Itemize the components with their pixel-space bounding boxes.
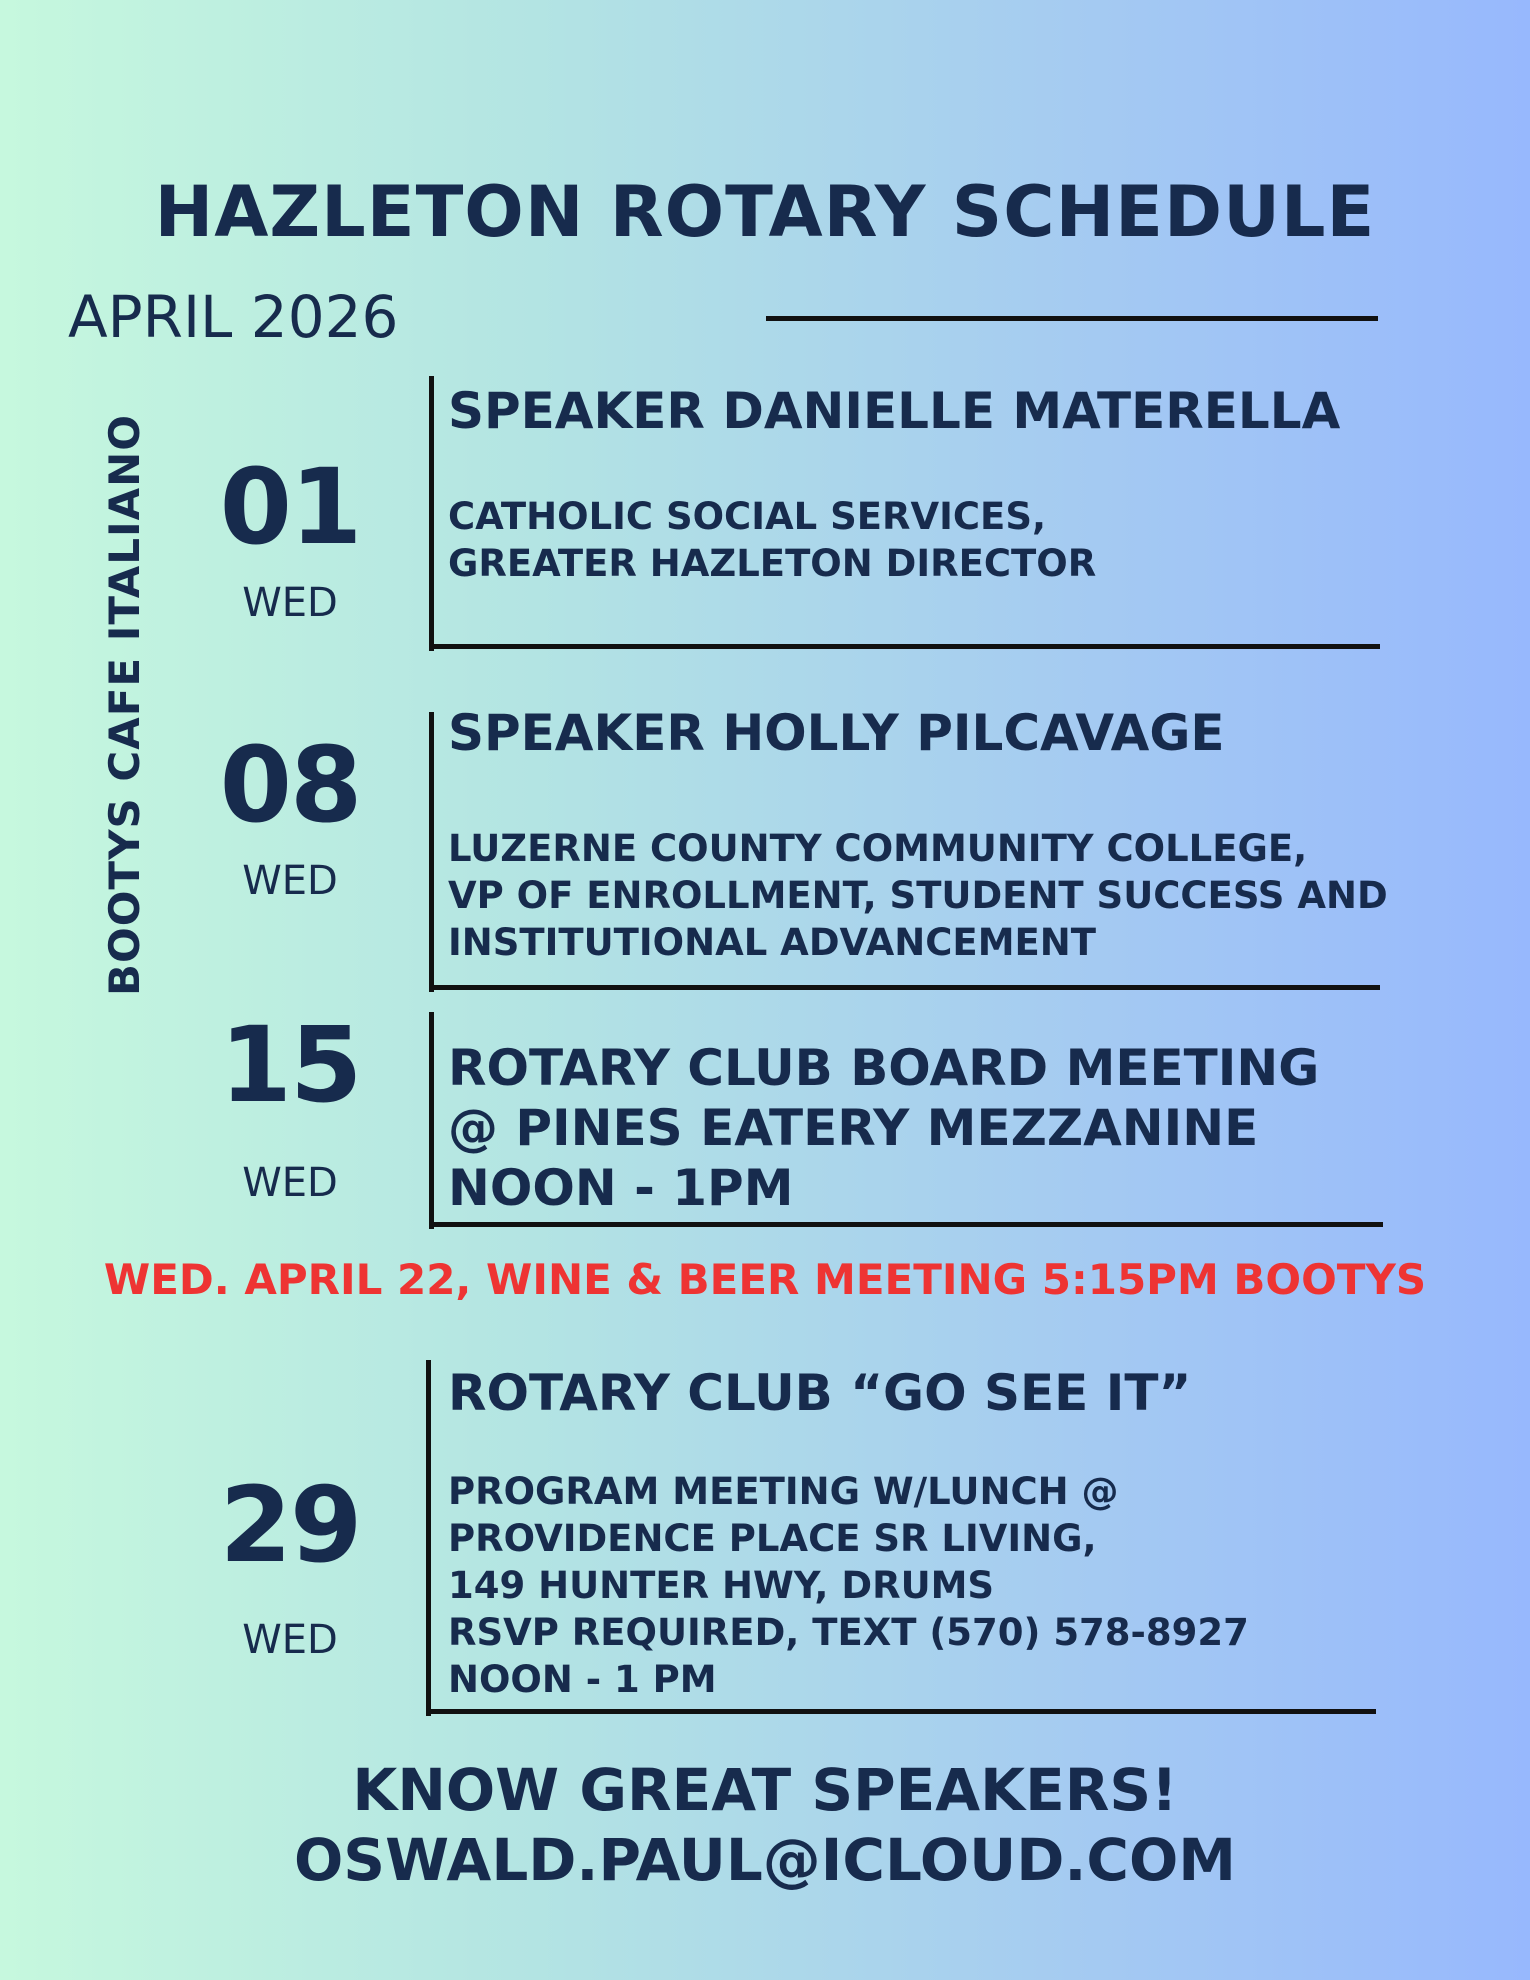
header-divider bbox=[766, 316, 1378, 321]
event-day-number: 15 bbox=[219, 1004, 361, 1126]
event-bracket-horizontal bbox=[429, 644, 1380, 649]
event-bracket-vertical bbox=[429, 1012, 434, 1229]
event-title: ROTARY CLUB BOARD MEETING bbox=[448, 1039, 1320, 1097]
event-bracket-horizontal bbox=[426, 1709, 1376, 1714]
event-title: ROTARY CLUB “GO SEE IT” bbox=[448, 1364, 1192, 1422]
event-details bbox=[448, 493, 1096, 587]
event-detail-line: 149 HUNTER HWY, DRUMS bbox=[448, 1564, 995, 1607]
event-details bbox=[448, 825, 1388, 966]
event-detail-line: RSVP REQUIRED, TEXT (570) 578-8927 bbox=[448, 1611, 1249, 1654]
event-detail-line: PROGRAM MEETING W/LUNCH @ bbox=[448, 1470, 1119, 1513]
event-weekday: WED bbox=[242, 1617, 338, 1663]
month-label: APRIL 2026 bbox=[68, 283, 399, 351]
contact-email: OSWALD.PAUL@ICLOUD.COM bbox=[293, 1826, 1237, 1894]
event-detail-line: CATHOLIC SOCIAL SERVICES, bbox=[448, 495, 1047, 538]
wine-beer-notice: WED. APRIL 22, WINE & BEER MEETING 5:15PM BOOTYS bbox=[103, 1255, 1427, 1304]
event-bracket-vertical bbox=[426, 1360, 431, 1716]
event-detail-line: NOON - 1 PM bbox=[448, 1658, 717, 1701]
event-detail-line: GREATER HAZLETON DIRECTOR bbox=[448, 542, 1097, 585]
event-location: @ PINES EATERY MEZZANINE bbox=[448, 1099, 1259, 1157]
event-bracket-horizontal bbox=[429, 985, 1380, 990]
event-detail-line: PROVIDENCE PLACE SR LIVING, bbox=[448, 1517, 1097, 1560]
event-bracket-horizontal bbox=[429, 1222, 1383, 1227]
page-title: HAZLETON ROTARY SCHEDULE bbox=[154, 171, 1376, 253]
event-detail-line: LUZERNE COUNTY COMMUNITY COLLEGE, bbox=[448, 827, 1308, 870]
event-day-number: 29 bbox=[219, 1464, 361, 1586]
event-bracket-vertical bbox=[429, 712, 434, 992]
event-description bbox=[448, 1038, 1319, 1218]
event-detail-line: INSTITUTIONAL ADVANCEMENT bbox=[448, 921, 1096, 964]
footer bbox=[0, 1755, 1530, 1895]
event-weekday: WED bbox=[242, 1160, 338, 1206]
venue-label: BOOTYS CAFE ITALIANO bbox=[100, 414, 149, 996]
footer-call-to-action: KNOW GREAT SPEAKERS! bbox=[352, 1756, 1178, 1824]
event-day-number: 01 bbox=[219, 446, 361, 568]
event-title: SPEAKER DANIELLE MATERELLA bbox=[448, 382, 1341, 440]
event-bracket-vertical bbox=[429, 376, 434, 651]
event-title: SPEAKER HOLLY PILCAVAGE bbox=[448, 704, 1225, 762]
event-details bbox=[448, 1468, 1249, 1703]
event-weekday: WED bbox=[242, 580, 338, 626]
event-weekday: WED bbox=[242, 858, 338, 904]
event-detail-line: VP OF ENROLLMENT, STUDENT SUCCESS AND bbox=[448, 874, 1388, 917]
event-time: NOON - 1PM bbox=[448, 1159, 794, 1217]
event-day-number: 08 bbox=[219, 724, 361, 846]
